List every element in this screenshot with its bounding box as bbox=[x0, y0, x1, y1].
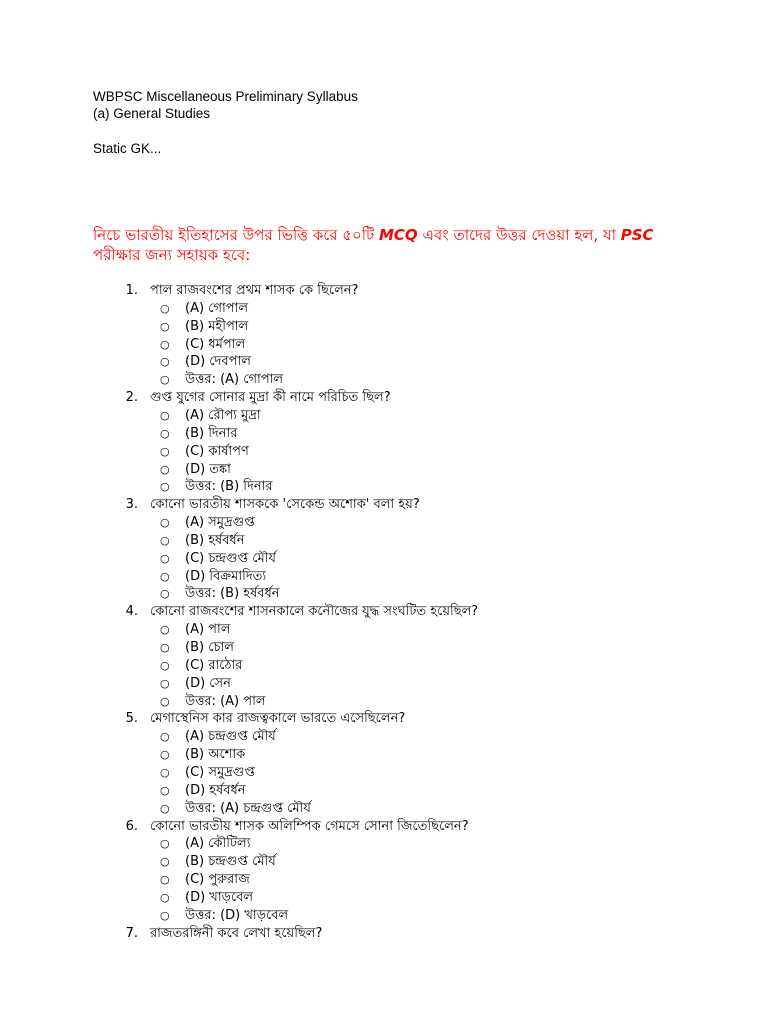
option-item bbox=[160, 746, 245, 764]
intro-text-2: এবং তাদের উত্তর দেওয়া হল, যা bbox=[417, 226, 621, 244]
circle-bullet-icon: ○ bbox=[160, 551, 170, 565]
circle-bullet-icon: ○ bbox=[160, 730, 170, 744]
question-number: 1. bbox=[125, 283, 138, 298]
option-text: (D) খাড়বেল bbox=[185, 889, 254, 905]
question-number: 3. bbox=[125, 497, 138, 513]
option-text: (D) হর্ষবর্ধন bbox=[185, 782, 246, 798]
option-text: (A) কৌটিল্য bbox=[185, 836, 251, 852]
option-item bbox=[160, 889, 253, 907]
option-item bbox=[160, 461, 231, 479]
circle-bullet-icon: ○ bbox=[160, 801, 170, 815]
question-text: রাজতরঙ্গিনী কবে লেখা হয়েছিল? bbox=[150, 925, 323, 941]
question-item bbox=[93, 818, 469, 836]
question-item bbox=[93, 603, 478, 621]
option-item bbox=[160, 443, 249, 461]
option-text: উত্তর: (A) চন্দ্রগুপ্ত মৌর্য bbox=[185, 800, 311, 816]
question-number: 4. bbox=[125, 604, 138, 620]
option-text: (C) সমুদ্রগুপ্ত bbox=[185, 764, 256, 780]
option-item bbox=[160, 853, 276, 871]
option-text: (D) দেবপাল bbox=[185, 354, 251, 370]
option-text: (B) দিনার bbox=[185, 425, 238, 441]
option-item bbox=[160, 514, 255, 532]
answer-item bbox=[160, 478, 273, 496]
option-text: উত্তর: (A) গোপাল bbox=[185, 372, 284, 388]
option-text: উত্তর: (B) হর্ষবর্ধন bbox=[185, 586, 280, 602]
circle-bullet-icon: ○ bbox=[160, 658, 170, 672]
intro-text-1: নিচে ভারতীয় ইতিহাসের উপর ভিত্তি করে ৫০টি bbox=[93, 226, 379, 244]
question-item bbox=[93, 710, 405, 728]
circle-bullet-icon: ○ bbox=[160, 301, 170, 315]
doc-title: WBPSC Miscellaneous Preliminary Syllabus bbox=[93, 89, 358, 104]
option-text: (C) পুরুরাজ bbox=[185, 872, 250, 888]
circle-bullet-icon: ○ bbox=[160, 587, 170, 601]
intro-psc: PSC bbox=[620, 226, 654, 244]
option-text: (A) সমুদ্রগুপ্ত bbox=[185, 515, 255, 531]
option-text: উত্তর: (A) পাল bbox=[185, 693, 266, 709]
intro-paragraph bbox=[93, 225, 693, 265]
circle-bullet-icon: ○ bbox=[160, 373, 170, 387]
option-text: (A) গোপাল bbox=[185, 300, 249, 316]
circle-bullet-icon: ○ bbox=[160, 765, 170, 779]
option-text: (B) চন্দ্রগুপ্ত মৌর্য bbox=[185, 854, 276, 870]
option-text: (B) মহীপাল bbox=[185, 318, 249, 334]
answer-item bbox=[160, 693, 266, 711]
circle-bullet-icon: ○ bbox=[160, 462, 170, 476]
circle-bullet-icon: ○ bbox=[160, 319, 170, 333]
option-item bbox=[160, 318, 248, 336]
circle-bullet-icon: ○ bbox=[160, 569, 170, 583]
circle-bullet-icon: ○ bbox=[160, 748, 170, 762]
option-text: (C) কার্ষাপণ bbox=[185, 443, 249, 459]
answer-item bbox=[160, 800, 311, 818]
option-text: (D) বিক্রমাদিত্য bbox=[185, 568, 267, 584]
question-number: 6. bbox=[125, 818, 138, 834]
option-item bbox=[160, 353, 251, 371]
question-item bbox=[93, 282, 358, 300]
question-item bbox=[93, 496, 420, 514]
option-item bbox=[160, 425, 237, 443]
circle-bullet-icon: ○ bbox=[160, 676, 170, 690]
option-text: (C) ধর্মপাল bbox=[185, 336, 246, 352]
circle-bullet-icon: ○ bbox=[160, 783, 170, 797]
option-text: উত্তর: (D) খাড়বেল bbox=[185, 907, 289, 923]
option-item bbox=[160, 639, 234, 657]
question-number: 7. bbox=[125, 925, 138, 941]
option-item bbox=[160, 782, 246, 800]
option-item bbox=[160, 621, 230, 639]
circle-bullet-icon: ○ bbox=[160, 694, 170, 708]
option-item bbox=[160, 407, 261, 425]
option-item bbox=[160, 764, 255, 782]
option-item bbox=[160, 835, 251, 853]
intro-mcq: MCQ bbox=[379, 226, 418, 244]
option-item bbox=[160, 568, 266, 586]
question-text: গুপ্ত যুগের সোনার মুদ্রা কী নামে পরিচিত ছিল? bbox=[150, 390, 391, 406]
option-item bbox=[160, 550, 276, 568]
option-item bbox=[160, 675, 231, 693]
circle-bullet-icon: ○ bbox=[160, 873, 170, 887]
doc-subtitle: (a) General Studies bbox=[93, 106, 211, 121]
question-text: মেগাস্থেনিস কার রাজত্বকালে ভারতে এসেছিলেন? bbox=[150, 711, 406, 727]
circle-bullet-icon: ○ bbox=[160, 337, 170, 351]
circle-bullet-icon: ○ bbox=[160, 623, 170, 637]
option-text: (D) সেন bbox=[185, 675, 231, 691]
circle-bullet-icon: ○ bbox=[160, 480, 170, 494]
intro-text-3: পরীক্ষার জন্য সহায়ক হবে: bbox=[93, 246, 251, 264]
answer-item bbox=[160, 585, 280, 603]
option-text: উত্তর: (B) দিনার bbox=[185, 479, 273, 495]
question-item bbox=[93, 389, 391, 407]
circle-bullet-icon: ○ bbox=[160, 890, 170, 904]
question-item bbox=[93, 925, 322, 943]
circle-bullet-icon: ○ bbox=[160, 355, 170, 369]
option-item bbox=[160, 871, 250, 889]
question-number: 5. bbox=[125, 711, 138, 727]
circle-bullet-icon: ○ bbox=[160, 533, 170, 547]
option-text: (C) চন্দ্রগুপ্ত মৌর্য bbox=[185, 550, 276, 566]
question-text: পাল রাজবংশের প্রথম শাসক কে ছিলেন? bbox=[150, 283, 359, 298]
circle-bullet-icon: ○ bbox=[160, 426, 170, 440]
answer-item bbox=[160, 907, 288, 925]
circle-bullet-icon: ○ bbox=[160, 837, 170, 851]
circle-bullet-icon: ○ bbox=[160, 444, 170, 458]
option-item bbox=[160, 300, 248, 318]
option-item bbox=[160, 336, 245, 354]
option-text: (C) রাঠোর bbox=[185, 657, 243, 673]
answer-item bbox=[160, 371, 283, 389]
circle-bullet-icon: ○ bbox=[160, 855, 170, 869]
question-text: কোনো ভারতীয় শাসককে 'সেকেন্ড অশোক' বলা হয়? bbox=[150, 497, 420, 513]
question-text: কোনো রাজবংশের শাসনকালে কনৌজের যুদ্ধ সংঘটিত হয়েছিল? bbox=[150, 604, 479, 620]
question-text: কোনো ভারতীয় শাসক অলিম্পিক গেমসে সোনা জিতেছিলেন? bbox=[150, 818, 469, 834]
option-text: (D) তঙ্কা bbox=[185, 461, 231, 477]
option-text: (A) রৌপ্য মুদ্রা bbox=[185, 407, 261, 423]
option-text: (B) চোল bbox=[185, 640, 234, 655]
circle-bullet-icon: ○ bbox=[160, 908, 170, 922]
circle-bullet-icon: ○ bbox=[160, 641, 170, 654]
option-item bbox=[160, 532, 244, 550]
option-item bbox=[160, 728, 276, 746]
option-text: (A) পাল bbox=[185, 622, 231, 638]
option-text: (A) চন্দ্রগুপ্ত মৌর্য bbox=[185, 729, 276, 745]
option-text: (B) অশোক bbox=[185, 747, 246, 763]
section-label: Static GK... bbox=[93, 141, 162, 156]
circle-bullet-icon: ○ bbox=[160, 516, 170, 530]
circle-bullet-icon: ○ bbox=[160, 408, 170, 422]
option-text: (B) হর্ষবর্ধন bbox=[185, 532, 245, 548]
option-item bbox=[160, 657, 242, 675]
question-number: 2. bbox=[125, 390, 138, 406]
